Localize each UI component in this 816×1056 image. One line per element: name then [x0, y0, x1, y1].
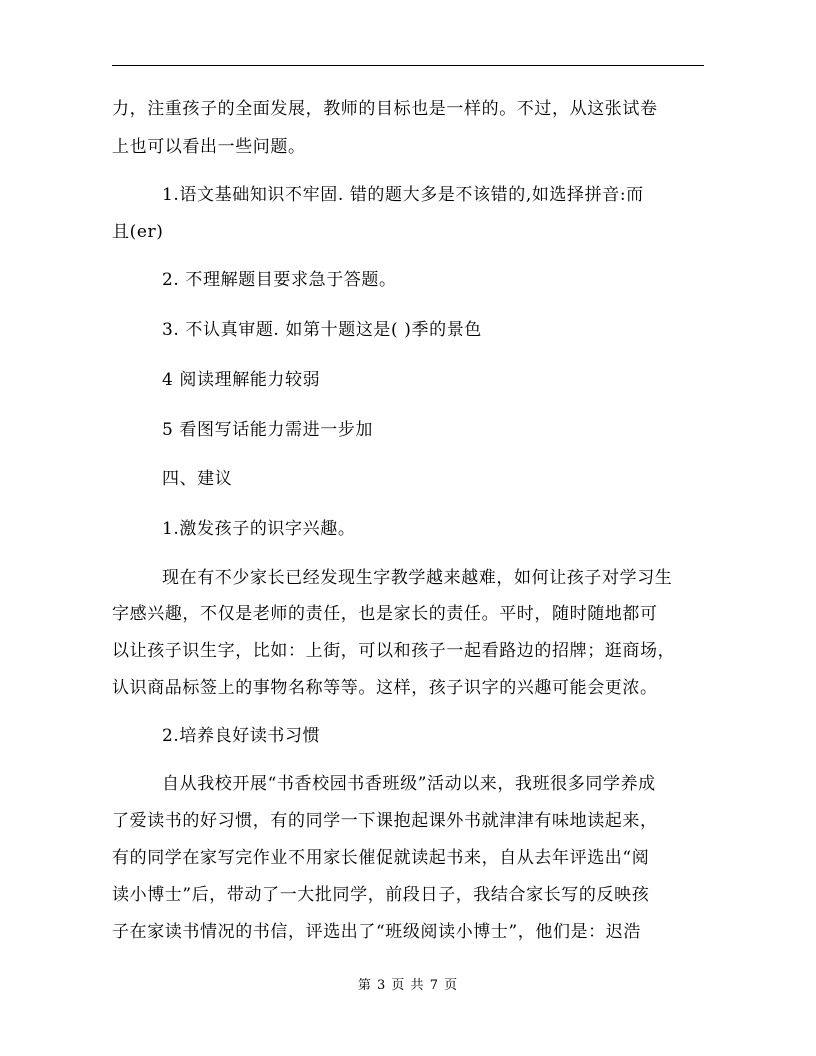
paragraph-line: 有的同学在家写完作业不用家长催促就读起书来，自从去年评选出“阅	[112, 848, 650, 868]
paragraph-line: 以让孩子识生字，比如：上街，可以和孩子一起看路边的招牌；逛商场，	[112, 641, 676, 661]
list-item-line: 2. 不理解题目要求急于答题。	[162, 270, 397, 290]
subsection-heading: 1.激发孩子的识字兴趣。	[162, 519, 356, 539]
paragraph-line: 认识商品标签上的事物名称等等。这样，孩子识字的兴趣可能会更浓。	[112, 678, 658, 698]
paragraph-line: 读小博士”后，带动了一大批同学，前段日子，我结合家长写的反映孩	[112, 885, 650, 905]
list-item-line: 5 看图写话能力需进一步加	[162, 420, 374, 440]
list-item-line: 1.语文基础知识不牢固. 错的题大多是不该错的,如选择拼音:而	[162, 185, 644, 205]
paragraph-line: 了爱读书的好习惯，有的同学一下课抱起课外书就津津有味地读起来，	[112, 811, 658, 831]
paragraph-line: 力，注重孩子的全面发展，教师的目标也是一样的。不过，从这张试卷	[112, 99, 658, 119]
paragraph-line: 自从我校开展“书香校园书香班级”活动以来，我班很多同学养成	[162, 774, 656, 794]
section-heading: 四、建议	[162, 469, 233, 489]
page-footer: 第 3 页 共 7 页	[357, 978, 459, 993]
list-item-line: 且(er)	[112, 222, 164, 242]
header-rule	[112, 65, 704, 66]
subsection-heading: 2.培养良好读书习惯	[162, 726, 321, 746]
paragraph-line: 子在家读书情况的书信，评选出了“班级阅读小博士”，他们是：迟浩	[112, 922, 641, 942]
paragraph-line: 上也可以看出一些问题。	[112, 137, 306, 157]
list-item-line: 3. 不认真审题. 如第十题这是( )季的景色	[162, 320, 482, 340]
list-item-line: 4 阅读理解能力较弱	[162, 370, 321, 390]
paragraph-line: 现在有不少家长已经发现生字教学越来越难，如何让孩子对学习生	[162, 568, 673, 588]
paragraph-line: 字感兴趣，不仅是老师的责任，也是家长的责任。平时，随时随地都可	[112, 604, 658, 624]
